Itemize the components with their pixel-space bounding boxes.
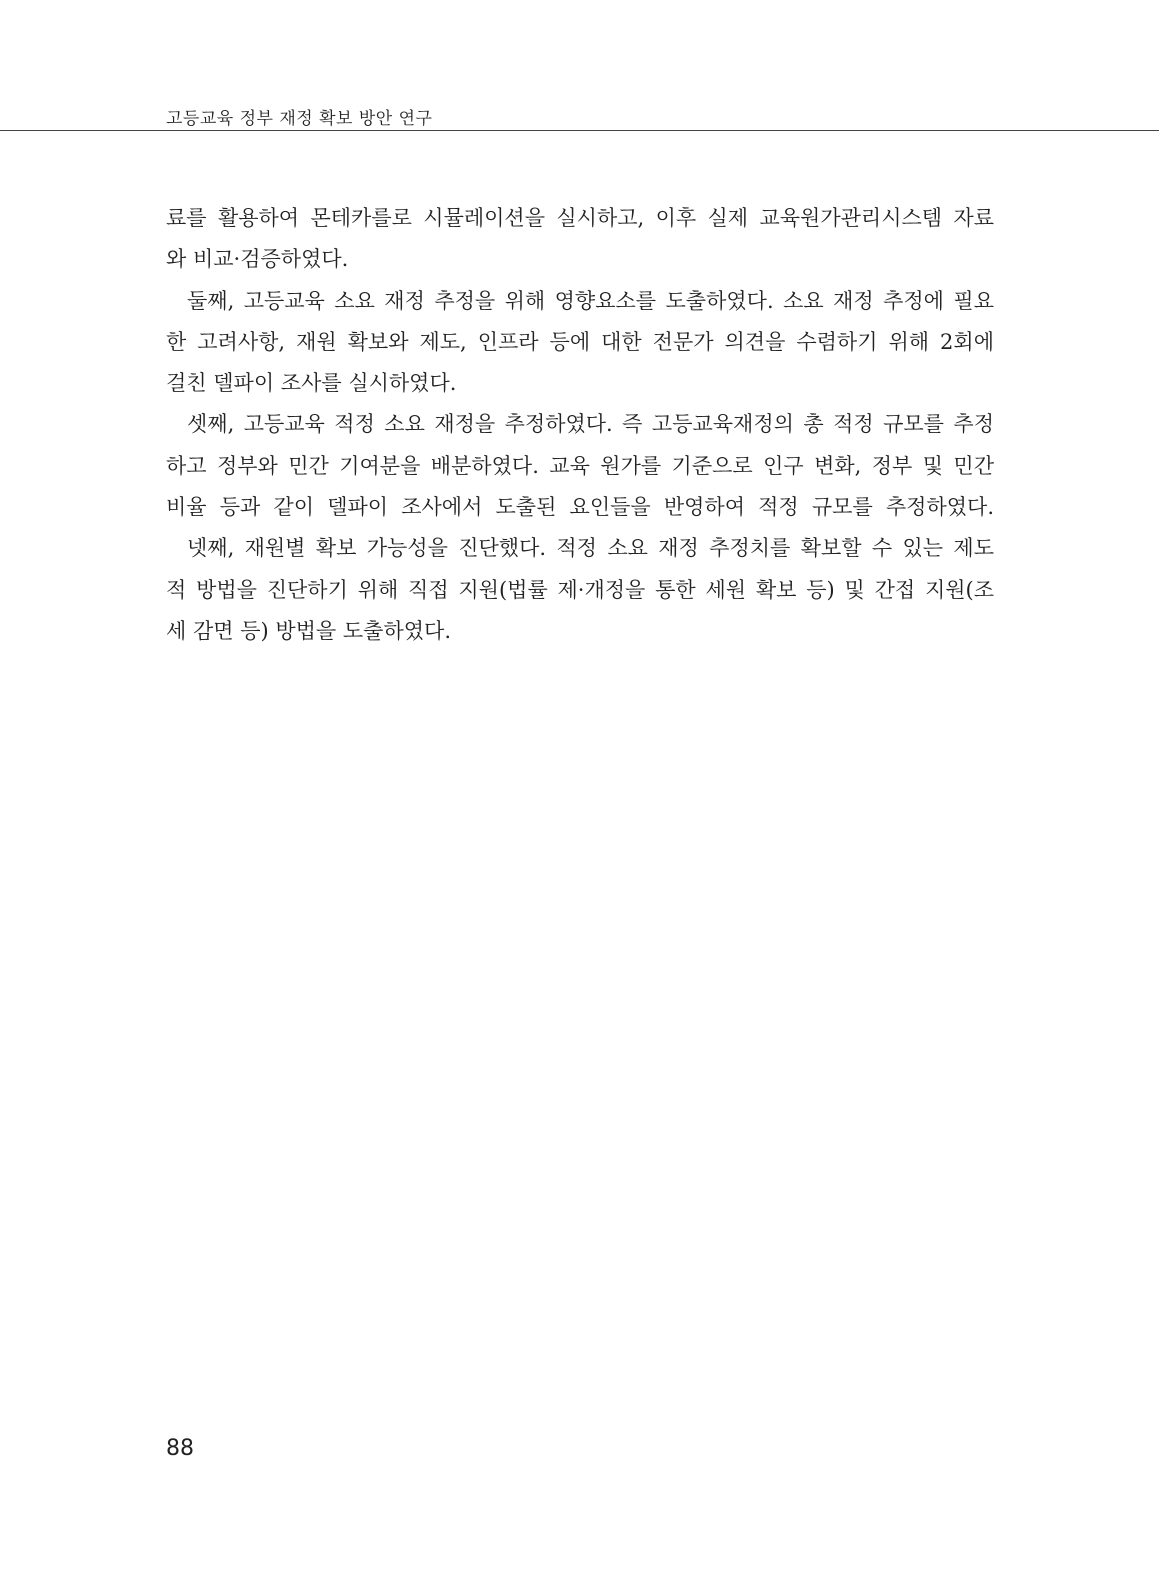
body-line-1: 료를 활용하여 몬테카를로 시뮬레이션을 실시하고, 이후 실제 교육원가관리시스템 자료	[166, 206, 994, 230]
body-text	[166, 198, 994, 652]
running-header-title: 고등교육 정부 재정 확보 방안 연구	[166, 109, 433, 129]
page-number: 88	[166, 1436, 194, 1461]
body-line-9: 넷째, 재원별 확보 가능성을 진단했다. 적정 소요 재정 추정치를 확보할 수 있는 제도	[187, 536, 994, 561]
body-line-4: 한 고려사항, 재원 확보와 제도, 인프라 등에 대한 전문가 의견을 수렴하기 위해 2회에	[166, 329, 994, 354]
body-line-3: 둘째, 고등교육 소요 재정 추정을 위해 영향요소를 도출하였다. 소요 재정 추정에 필요	[187, 288, 994, 313]
body-line-11: 세 감면 등) 방법을 도출하였다.	[166, 618, 452, 643]
body-line-10: 적 방법을 진단하기 위해 직접 지원(법률 제·개정을 통한 세원 확보 등) 및 간접 지원(조	[166, 577, 994, 602]
body-line-6: 셋째, 고등교육 적정 소요 재정을 추정하였다. 즉 고등교육재정의 총 적정 규모를 추정	[187, 412, 994, 437]
body-line-8: 비율 등과 같이 델파이 조사에서 도출된 요인들을 반영하여 적정 규모를 추정하였다.	[166, 495, 994, 520]
header-divider	[0, 130, 1159, 131]
body-line-5: 걸친 델파이 조사를 실시하였다.	[166, 371, 457, 396]
body-line-7: 하고 정부와 민간 기여분을 배분하였다. 교육 원가를 기준으로 인구 변화, 정부 및 민간	[166, 453, 994, 478]
body-line-2: 와 비교·검증하였다.	[166, 247, 349, 272]
